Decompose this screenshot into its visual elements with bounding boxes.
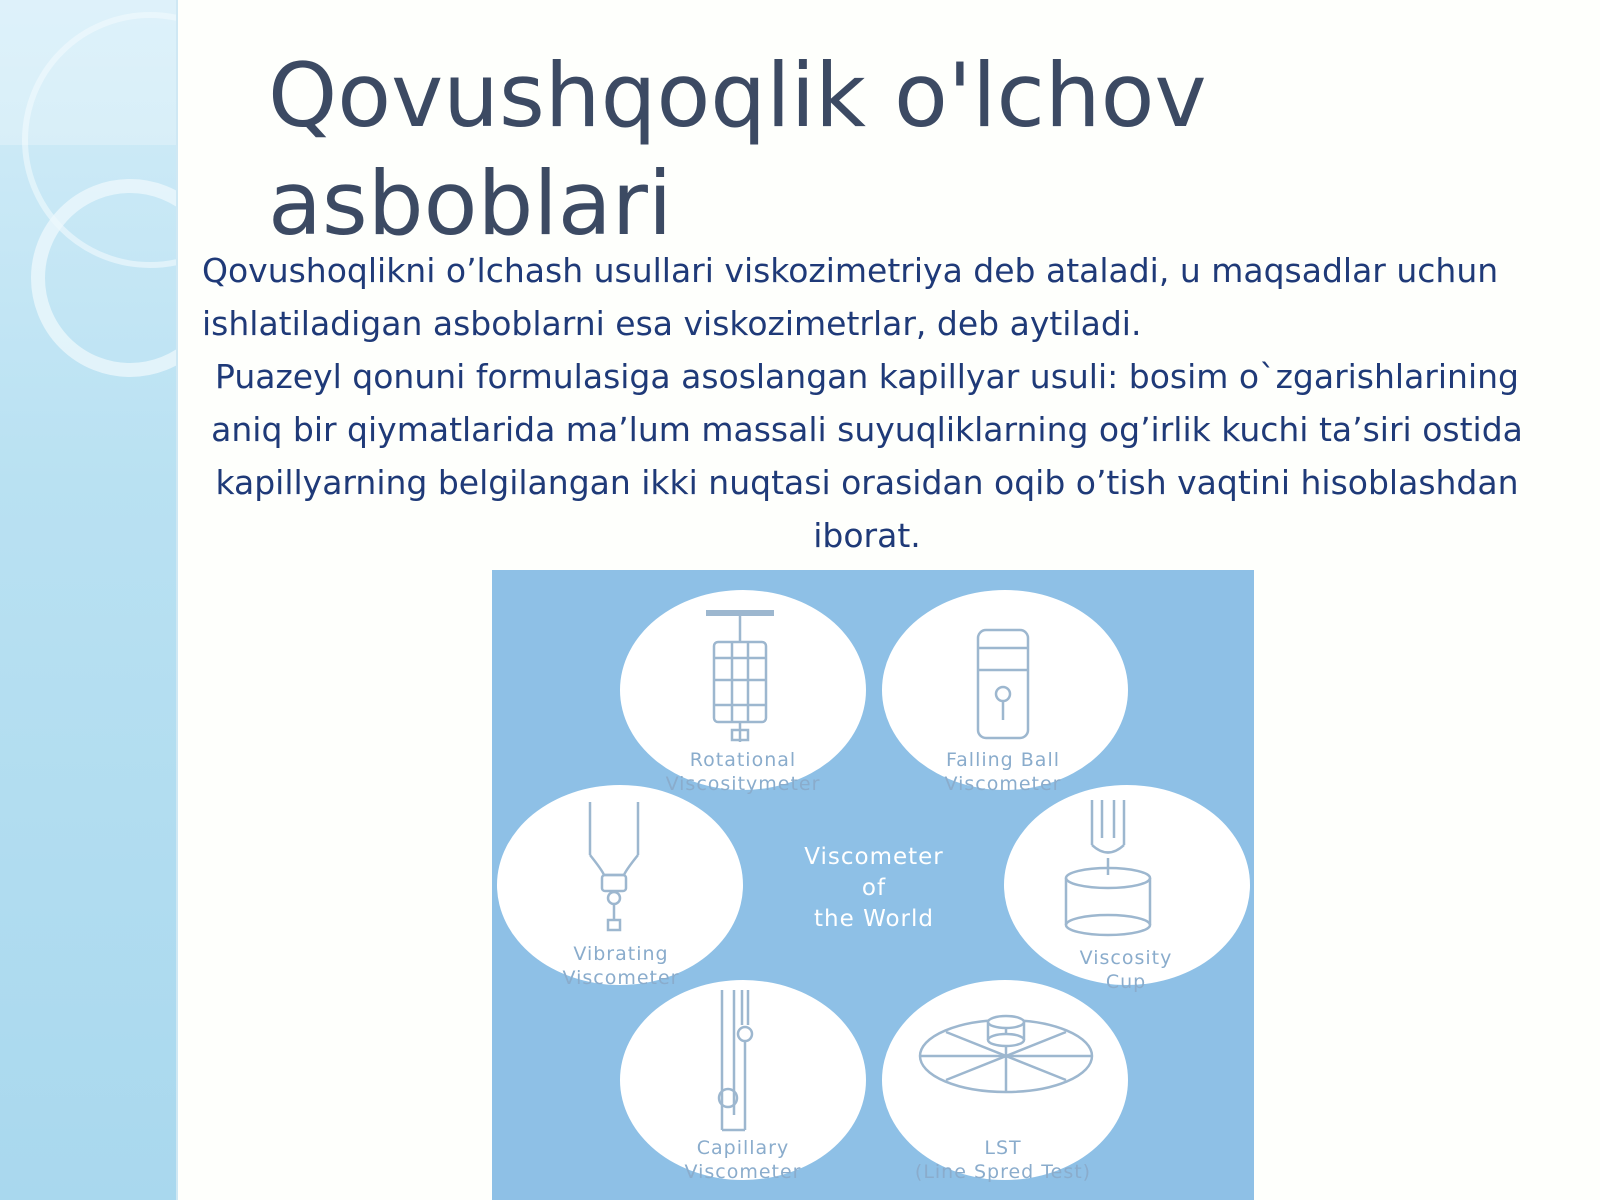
vibrating-viscometer-label — [501, 942, 741, 990]
line-spread-test-icon — [920, 1016, 1092, 1092]
label-line-2: Cup — [1105, 971, 1147, 993]
falling-ball-viscometer-icon — [978, 630, 1028, 738]
viscometer-types-figure — [492, 570, 1254, 1200]
slide-title: Qovushqoqlik o'lchov asboblari — [268, 44, 1207, 255]
viscosity-cup-icon — [1066, 800, 1150, 935]
center-label-line-2: of — [861, 875, 887, 901]
label-line-1: Vibrating — [573, 943, 669, 965]
center-label-line-3: the World — [814, 906, 934, 932]
label-line-2: Viscometer — [684, 1161, 802, 1183]
label-line-1: Rotational — [689, 749, 797, 771]
line-spread-test-label — [883, 1136, 1123, 1184]
rotational-viscometer-icon — [706, 613, 774, 742]
label-line-1: Capillary — [696, 1137, 790, 1159]
center-label-line-1: Viscometer — [804, 844, 944, 870]
decorative-sidebar — [0, 0, 178, 1200]
label-line-2: Viscometer — [944, 773, 1062, 795]
label-line-2: Viscometer — [562, 967, 680, 989]
capillary-method-paragraph: Puazeyl qonuni formulasiga asoslangan kapillyar usuli: bosim o`zgarishlarining aniq bir qiymatlarida ma’lum massali suyuqliklarning og’irlik kuchi ta’siri ostida kapillyarning belgilangan ikki nuqtasi orasidan oqib o’tish vaqtini hisoblashdan iborat. — [211, 357, 1523, 555]
rotational-viscometer-label — [623, 748, 863, 796]
viscosity-cup-label — [1006, 946, 1246, 994]
label-line-1: Falling Ball — [945, 749, 1061, 771]
figure-center-label — [754, 842, 994, 935]
capillary-viscometer-icon — [719, 990, 752, 1130]
label-line-2: (Line Spred Test) — [914, 1161, 1092, 1183]
falling-ball-viscometer-label — [883, 748, 1123, 796]
label-line-1: Viscosity — [1079, 947, 1173, 969]
vibrating-viscometer-icon — [590, 802, 638, 930]
sidebar-rings-decoration — [0, 0, 176, 1200]
label-line-2: Viscositymeter — [665, 773, 821, 795]
intro-paragraph: Qovushoqlikni o’lchash usullari viskozimetriya deb ataladi, u maqsadlar uchun ishlatiladigan asboblarni esa viskozimetrlar, deb aytiladi. — [202, 251, 1499, 343]
label-line-1: LST — [984, 1137, 1022, 1159]
capillary-viscometer-label — [623, 1136, 863, 1184]
